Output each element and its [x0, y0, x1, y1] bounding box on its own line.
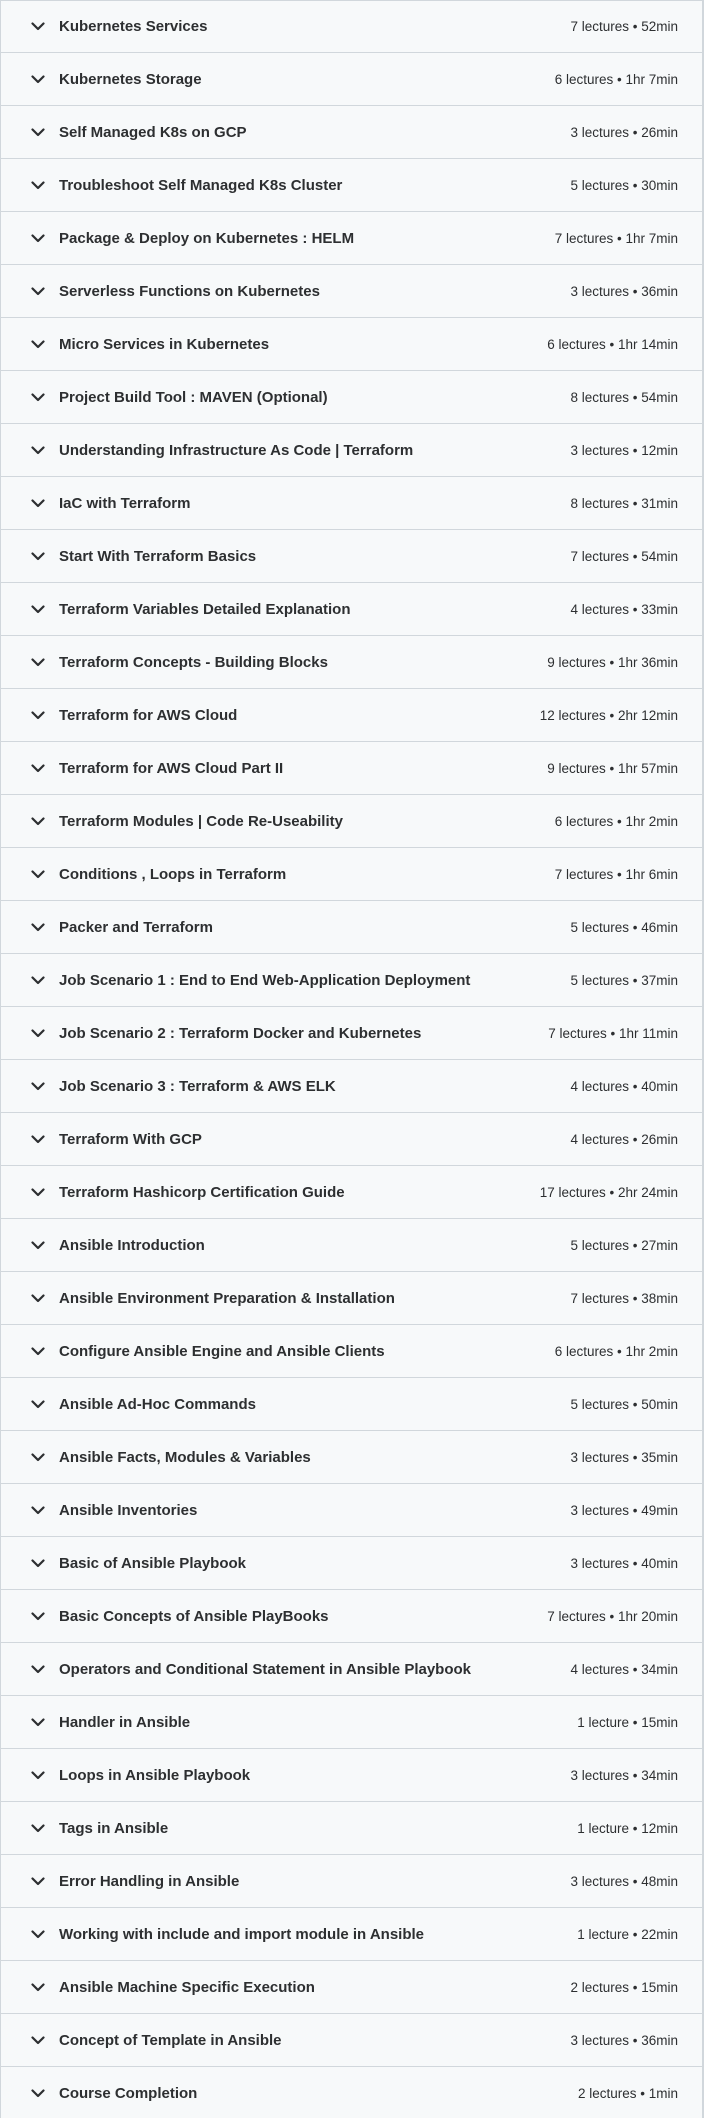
section-meta: 5 lectures • 30min — [570, 177, 678, 193]
section-meta: 1 lecture • 15min — [577, 1714, 678, 1730]
curriculum-section[interactable] — [0, 477, 703, 530]
chevron-down-icon[interactable] — [23, 711, 53, 720]
section-title: Terraform Modules | Code Re-Useability — [59, 812, 343, 830]
section-meta: 7 lectures • 52min — [570, 19, 678, 34]
curriculum-section[interactable] — [0, 1802, 703, 1855]
curriculum-section[interactable] — [0, 371, 703, 424]
curriculum-section[interactable] — [0, 106, 703, 159]
section-meta: 3 lectures • 34min — [570, 1767, 678, 1783]
chevron-down-icon[interactable] — [23, 1188, 53, 1197]
curriculum-section[interactable] — [0, 901, 703, 954]
section-title: Course Completion — [59, 2084, 198, 2102]
section-title: Packer and Terraform — [59, 918, 213, 936]
section-title: Concept of Template in Ansible — [59, 2031, 282, 2049]
chevron-down-icon[interactable] — [23, 1241, 53, 1250]
curriculum-section[interactable] — [0, 2067, 703, 2118]
section-meta: 6 lectures • 1hr 2min — [554, 813, 678, 829]
section-title: Tags in Ansible — [59, 1819, 169, 1837]
chevron-down-icon[interactable] — [23, 817, 53, 826]
chevron-down-icon[interactable] — [23, 1665, 53, 1674]
curriculum-section[interactable] — [0, 1007, 703, 1060]
curriculum-section[interactable] — [0, 318, 703, 371]
curriculum-section[interactable] — [0, 1908, 703, 1961]
curriculum-section[interactable] — [0, 1590, 703, 1643]
chevron-down-icon[interactable] — [23, 1294, 53, 1303]
curriculum-section[interactable] — [0, 1855, 703, 1908]
section-title: Conditions , Loops in Terraform — [59, 865, 287, 883]
curriculum-section[interactable] — [0, 636, 703, 689]
section-meta: 5 lectures • 46min — [570, 919, 678, 935]
chevron-down-icon[interactable] — [23, 1029, 53, 1038]
section-meta: 7 lectures • 1hr 6min — [554, 866, 678, 882]
section-meta: 5 lectures • 27min — [570, 1237, 678, 1253]
chevron-down-icon[interactable] — [23, 1135, 53, 1144]
chevron-down-icon[interactable] — [23, 340, 53, 349]
curriculum-section[interactable] — [0, 424, 703, 477]
chevron-down-icon[interactable] — [23, 2089, 53, 2098]
section-meta: 4 lectures • 40min — [570, 1078, 678, 1094]
section-title: Ansible Machine Specific Execution — [59, 1978, 315, 1996]
section-meta: 5 lectures • 37min — [570, 972, 678, 988]
section-title: Job Scenario 3 : Terraform & AWS ELK — [59, 1077, 336, 1095]
chevron-down-icon[interactable] — [23, 1930, 53, 1939]
curriculum-section[interactable] — [0, 583, 703, 636]
curriculum-section[interactable] — [0, 1113, 703, 1166]
section-title: Terraform for AWS Cloud Part II — [59, 759, 284, 777]
curriculum-section[interactable] — [0, 795, 703, 848]
curriculum-section[interactable] — [0, 1484, 703, 1537]
curriculum-section[interactable] — [0, 212, 703, 265]
section-meta: 9 lectures • 1hr 36min — [547, 654, 678, 670]
section-title: Basic Concepts of Ansible PlayBooks — [59, 1607, 329, 1625]
chevron-down-icon[interactable] — [23, 1771, 53, 1780]
section-meta: 17 lectures • 2hr 24min — [539, 1184, 678, 1200]
curriculum-section[interactable] — [0, 1166, 703, 1219]
section-title: Job Scenario 2 : Terraform Docker and Kubernetes — [59, 1024, 422, 1042]
curriculum-section[interactable] — [0, 265, 703, 318]
section-meta: 1 lecture • 12min — [577, 1820, 678, 1836]
chevron-down-icon[interactable] — [23, 499, 53, 508]
curriculum-section[interactable] — [0, 689, 703, 742]
curriculum-section[interactable] — [0, 1537, 703, 1590]
section-title: Job Scenario 1 : End to End Web-Application Deployment — [59, 971, 471, 989]
section-title: Configure Ansible Engine and Ansible Clients — [59, 1342, 385, 1360]
section-meta: 3 lectures • 12min — [570, 442, 678, 458]
section-title: Micro Services in Kubernetes — [59, 335, 270, 353]
section-meta: 7 lectures • 38min — [570, 1290, 678, 1306]
section-meta: 3 lectures • 26min — [570, 124, 678, 140]
section-meta: 7 lectures • 1hr 20min — [547, 1608, 678, 1624]
curriculum-section[interactable] — [0, 1378, 703, 1431]
section-meta: 3 lectures • 36min — [570, 2032, 678, 2048]
curriculum-section[interactable] — [0, 0, 703, 53]
chevron-down-icon[interactable] — [23, 393, 53, 402]
section-title: IaC with Terraform — [59, 494, 191, 512]
curriculum-section[interactable] — [0, 1325, 703, 1378]
section-title: Start With Terraform Basics — [59, 547, 257, 565]
section-title: Ansible Facts, Modules & Variables — [59, 1448, 311, 1466]
chevron-down-icon[interactable] — [23, 870, 53, 879]
chevron-down-icon[interactable] — [23, 1983, 53, 1992]
section-title: Basic of Ansible Playbook — [59, 1554, 246, 1572]
section-meta: 3 lectures • 49min — [570, 1502, 678, 1518]
section-meta: 6 lectures • 1hr 7min — [554, 71, 678, 87]
curriculum-section[interactable] — [0, 530, 703, 583]
section-title: Project Build Tool : MAVEN (Optional) — [59, 388, 328, 406]
section-meta: 5 lectures • 50min — [570, 1396, 678, 1412]
section-meta: 6 lectures • 1hr 14min — [547, 336, 678, 352]
curriculum-section[interactable] — [0, 159, 703, 212]
section-title: Working with include and import module in Ansible — [59, 1925, 425, 1943]
section-title: Operators and Conditional Statement in Ansible Playbook — [59, 1660, 472, 1678]
curriculum-section[interactable] — [0, 848, 703, 901]
chevron-down-icon[interactable] — [23, 1559, 53, 1568]
chevron-down-icon[interactable] — [23, 1824, 53, 1833]
section-meta: 7 lectures • 1hr 7min — [554, 230, 678, 246]
chevron-down-icon[interactable] — [23, 764, 53, 773]
section-title: Handler in Ansible — [59, 1713, 191, 1731]
chevron-down-icon[interactable] — [23, 1612, 53, 1621]
chevron-down-icon[interactable] — [23, 1506, 53, 1515]
section-meta: 2 lectures • 15min — [570, 1979, 678, 1995]
section-title: Ansible Inventories — [59, 1501, 198, 1519]
section-meta: 3 lectures • 40min — [570, 1555, 678, 1571]
section-meta: 7 lectures • 54min — [570, 548, 678, 564]
section-title: Package & Deploy on Kubernetes : HELM — [59, 229, 355, 247]
section-title: Terraform With GCP — [59, 1130, 202, 1148]
section-meta: 4 lectures • 26min — [570, 1131, 678, 1147]
chevron-down-icon[interactable] — [23, 75, 53, 84]
section-title: Troubleshoot Self Managed K8s Cluster — [59, 176, 343, 194]
section-title: Terraform Variables Detailed Explanation — [59, 600, 351, 618]
section-title: Terraform for AWS Cloud — [59, 706, 238, 724]
section-meta: 4 lectures • 33min — [570, 601, 678, 617]
section-title: Understanding Infrastructure As Code | Terraform — [59, 441, 414, 459]
chevron-down-icon[interactable] — [23, 976, 53, 985]
chevron-down-icon[interactable] — [23, 181, 53, 190]
curriculum-section[interactable] — [0, 742, 703, 795]
curriculum-section[interactable] — [0, 1643, 703, 1696]
section-title: Terraform Concepts - Building Blocks — [59, 653, 328, 671]
section-title: Ansible Ad-Hoc Commands — [59, 1395, 256, 1413]
curriculum-section[interactable] — [0, 1060, 703, 1113]
chevron-down-icon[interactable] — [23, 1082, 53, 1091]
chevron-down-icon[interactable] — [23, 2036, 53, 2045]
chevron-down-icon[interactable] — [23, 1347, 53, 1356]
chevron-down-icon[interactable] — [23, 1877, 53, 1886]
chevron-down-icon[interactable] — [23, 446, 53, 455]
chevron-down-icon[interactable] — [23, 552, 53, 561]
curriculum-section[interactable] — [0, 1272, 703, 1325]
section-meta: 3 lectures • 36min — [570, 283, 678, 299]
section-title: Ansible Environment Preparation & Installation — [59, 1289, 395, 1307]
section-meta: 3 lectures • 48min — [570, 1873, 678, 1889]
section-meta: 2 lectures • 1min — [577, 2085, 678, 2101]
section-meta: 7 lectures • 1hr 11min — [548, 1025, 678, 1041]
section-title: Kubernetes Services — [59, 18, 208, 35]
chevron-down-icon[interactable] — [23, 128, 53, 137]
section-meta: 4 lectures • 34min — [570, 1661, 678, 1677]
section-title: Serverless Functions on Kubernetes — [59, 282, 320, 300]
curriculum-section[interactable] — [0, 1431, 703, 1484]
section-title: Error Handling in Ansible — [59, 1872, 240, 1890]
curriculum-section[interactable] — [0, 1696, 703, 1749]
section-title: Terraform Hashicorp Certification Guide — [59, 1183, 345, 1201]
section-title: Loops in Ansible Playbook — [59, 1766, 251, 1784]
curriculum-section[interactable] — [0, 1219, 703, 1272]
section-title: Ansible Introduction — [59, 1236, 205, 1254]
chevron-down-icon[interactable] — [23, 658, 53, 667]
curriculum-section[interactable] — [0, 954, 703, 1007]
chevron-down-icon[interactable] — [23, 605, 53, 614]
chevron-down-icon[interactable] — [23, 22, 53, 31]
curriculum-section[interactable] — [0, 1749, 703, 1802]
chevron-down-icon[interactable] — [23, 287, 53, 296]
section-meta: 9 lectures • 1hr 57min — [547, 760, 678, 776]
curriculum-section[interactable] — [0, 2014, 703, 2067]
section-meta: 8 lectures • 54min — [570, 389, 678, 405]
chevron-down-icon[interactable] — [23, 1400, 53, 1409]
chevron-down-icon[interactable] — [23, 1453, 53, 1462]
section-meta: 3 lectures • 35min — [570, 1449, 678, 1465]
curriculum-section[interactable] — [0, 1961, 703, 2014]
section-meta: 12 lectures • 2hr 12min — [539, 707, 678, 723]
curriculum-section[interactable] — [0, 53, 703, 106]
section-title: Self Managed K8s on GCP — [59, 123, 247, 141]
section-meta: 1 lecture • 22min — [577, 1926, 678, 1942]
chevron-down-icon[interactable] — [23, 234, 53, 243]
chevron-down-icon[interactable] — [23, 923, 53, 932]
section-meta: 6 lectures • 1hr 2min — [554, 1343, 678, 1359]
section-title: Kubernetes Storage — [59, 70, 202, 88]
section-meta: 8 lectures • 31min — [570, 495, 678, 511]
chevron-down-icon[interactable] — [23, 1718, 53, 1727]
